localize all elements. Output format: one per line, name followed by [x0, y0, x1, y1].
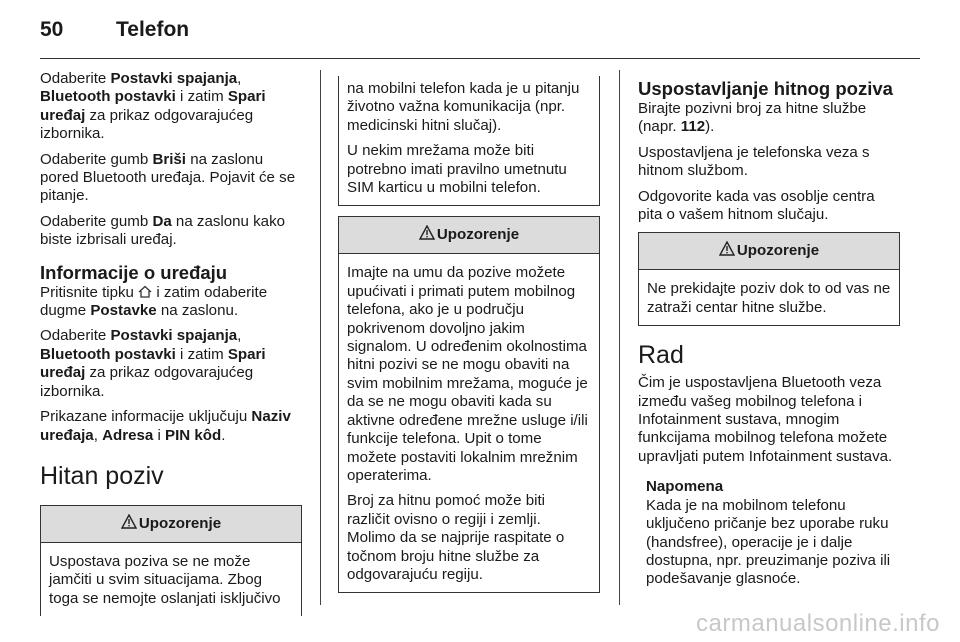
page-header: [40, 18, 189, 42]
paragraph: Odaberite Postavki spajanja, Bluetooth postavki i zatim Spari uređaj za prikaz odgovarajućeg izbornika.: [40, 70, 266, 143]
section-title: Telefon: [116, 18, 190, 41]
watermark: carmanualsonline.info: [696, 610, 940, 637]
warning-header: Upozorenje: [639, 233, 899, 270]
warning-box: [40, 505, 302, 616]
paragraph: Odaberite gumb Da na zaslonu kako biste izbrisali uređaj.: [40, 212, 286, 249]
note-title: Napomena: [646, 478, 724, 496]
column-divider-1: [320, 70, 321, 605]
paragraph: Odaberite gumb Briši na zaslonu pored Bluetooth uređaja. Pojavit će se pitanje.: [40, 150, 296, 205]
paragraph: Odgovorite kada vas osoblje centra pita o vašem hitnom slučaju.: [638, 187, 875, 224]
warning-box: [338, 216, 600, 593]
paragraph: Čim je uspostavljena Bluetooth veza između vašeg mobilnog telefona i Infotainment sustava, mnogim funkcijama mobilnog telefona možete upravljati putem Infotainment sustava.: [638, 374, 893, 465]
paragraph: Uspostavljena je telefonska veza s hitnom službom.: [638, 143, 870, 180]
warning-body: Uspostava poziva se ne može jamčiti u svim situacijama. Zbog toga se nemojte oslanjati isključivo: [49, 552, 281, 607]
paragraph: Odaberite Postavki spajanja, Bluetooth postavki i zatim Spari uređaj za prikaz odgovarajućeg izbornika.: [40, 327, 266, 400]
home-key-icon: [138, 285, 152, 298]
warning-box: [638, 232, 900, 326]
warning-header: Upozorenje: [41, 506, 301, 543]
heading-operation: Rad: [638, 341, 684, 370]
warning-triangle-icon: [121, 514, 137, 529]
column-3: [638, 70, 900, 596]
warning-triangle-icon: [419, 225, 435, 240]
note-text: Kada je na mobilnom telefonu uključeno pričanje bez uporabe ruku (handsfree), operacije je i dalje dostupna, npr. preuzimanje poziva ili podešavanje glasnoće.: [646, 496, 891, 588]
warning-box-continued: [338, 76, 600, 206]
warning-body: Ne prekidajte poziv dok to od vas ne zatraži centar hitne službe.: [647, 280, 891, 316]
warning-triangle-icon: [719, 241, 735, 256]
column-divider-2: [619, 70, 620, 605]
warning-body: na mobilni telefon kada je u pitanju životno važna komunikacija (npr. medicinski hitni slučaj). U nekim mrežama može biti potrebno imati pravilno umetnutu SIM karticu u mobilni telefon.: [347, 80, 580, 197]
heading-emergency-call: Hitan poziv: [40, 461, 164, 490]
page-number: 50: [40, 18, 64, 41]
heading-device-info: Informacije o uređaju: [40, 261, 228, 283]
header-rule: [40, 58, 920, 59]
column-2: [338, 70, 600, 593]
warning-body: Imajte na umu da pozive možete upućivati i primati putem mobilnog telefona, ako je u području pokrivenom dovoljno jakim signalom. U određenim okolnostima hitni pozivi se ne mogu obaviti na svim mobilnim mrežama, moguće je da se ne mogu obaviti kada su aktivne određene mrežne usluge i/ili funkcije telefona. Upit o tome možete postaviti lokalnim mrežnim operaterima. Broj za hitnu pomoć može biti različit ovisno o regiji i zemlji. Molimo da se najprije raspitate o točnom broju hitne službe za odgovarajuću regiju.: [347, 264, 588, 583]
warning-header: Upozorenje: [339, 217, 599, 254]
column-1: [40, 70, 302, 616]
heading-establish-emergency-call: Uspostavljanje hitnog poziva: [638, 78, 893, 99]
note-block: [646, 478, 900, 588]
paragraph: Birajte pozivni broj za hitne službe (napr. 112).: [638, 100, 867, 136]
paragraph: Pritisnite tipku i zatim odaberite dugme Postavke na zaslonu.: [40, 283, 268, 320]
paragraph: Prikazane informacije uključuju Naziv uređaja, Adresa i PIN kôd.: [40, 408, 291, 444]
